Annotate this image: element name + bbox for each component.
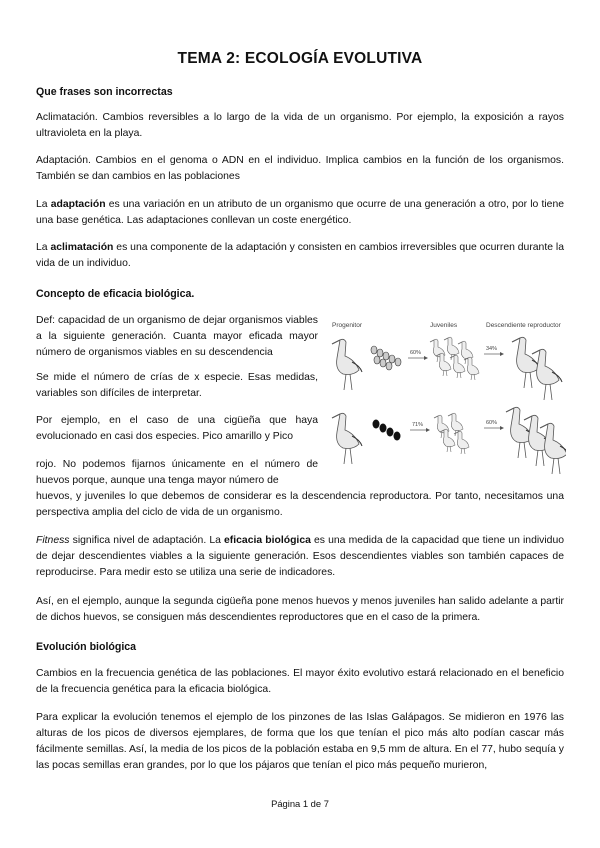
text-run: es una medida de la capacidad que tiene un individuo de dejar descendientes viables a la siguiente generación. Esos descendientes viables son también capaces de reproducirse. Para medir esto se utiliza una serie de indicadores.	[36, 535, 565, 578]
paragraph-aclimatacion-def	[36, 240, 564, 272]
text-run: es una componente de la adaptación y consisten en cambios irreversibles que ocurren durante la vida de un individuo.	[36, 242, 564, 269]
label-progenitor: Progenitor	[332, 322, 362, 329]
arrow-row2-a	[410, 428, 430, 432]
egg-cluster-row1	[371, 346, 401, 370]
chick-group-row1	[430, 337, 479, 380]
paragraph-pico-rojo: rojo. No podemos fijarnos únicamente en el número de huevos porque, aunque una tenga mayor número de	[36, 459, 318, 486]
paragraph-aclimatacion: Aclimatación. Cambios reversibles a lo largo de la vida de un organismo. Por ejemplo, la exposición a rayos ultravioleta en la playa.	[36, 112, 564, 139]
italic-term-fitness: Fitness	[36, 535, 70, 546]
arrow-row2-b	[484, 426, 504, 430]
chick-group-row2	[434, 413, 469, 454]
paragraph-segunda-ciguena: Así, en el ejemplo, aunque la segunda cigüeña pone menos huevos y menos juveniles han salido adelante a partir de dichos huevos, se consiguen más descendientes reproductores que en el caso de la primera.	[36, 596, 564, 623]
paragraph-fitness	[36, 533, 564, 581]
bold-term-aclimatacion: aclimatación	[50, 242, 114, 253]
pct-row1-juveniles: 60%	[410, 350, 422, 356]
section-heading-frases: Que frases son incorrectas	[36, 86, 173, 98]
paragraph-definicion: Def: capacidad de un organismo de dejar organismos viables a la siguiente generación. Cuanta mayor eficada mayor número de organismos viables en su descendencia	[36, 315, 318, 358]
page-footer: Página 1 de 7	[271, 798, 329, 809]
arrow-row1-b	[484, 352, 504, 356]
stork-offspring-row1-b	[532, 349, 562, 400]
bold-term-adaptacion: adaptación	[50, 199, 106, 210]
text-run: significa nivel de adaptación. La	[69, 535, 225, 546]
section-heading-evolucion: Evolución biológica	[36, 641, 137, 653]
stork-parent-yellow-bill	[332, 339, 362, 390]
egg-cluster-row2	[373, 420, 401, 441]
pct-row1-reproductor: 34%	[486, 346, 498, 352]
paragraph-pico-rojo-cont: huevos, y juveniles lo que debemos de considerar es la descendencia reproductora. Por tanto, necesitamos una perspectiva amplia del ciclo de vida de un organismo.	[36, 491, 564, 518]
stork-lifecycle-figure	[326, 316, 566, 476]
arrow-row1-a	[408, 356, 428, 360]
section-heading-eficacia: Concepto de eficacia biológica.	[36, 288, 195, 300]
paragraph-medida: Se mide el número de crías de x especie. Esas medidas, variables son difíciles de interpretar.	[36, 372, 318, 399]
paragraph-frecuencia-genetica: Cambios en la frecuencia genética de las poblaciones. El mayor éxito evolutivo estará relacionado en el beneficio de la frecuencia genética para la eficacia biológica.	[36, 668, 564, 695]
page-title: TEMA 2: ECOLOGÍA EVOLUTIVA	[177, 50, 423, 67]
pct-row2-reproductor: 60%	[486, 420, 498, 426]
paragraph-adaptacion: Adaptación. Cambios en el genoma o ADN en el individuo. Implica cambios en la función de los organismos. También se dan cambios en las poblaciones	[36, 155, 564, 182]
bold-term-eficacia: eficacia biológica	[224, 535, 311, 546]
label-descendiente: Descendiente reproductor	[486, 322, 561, 329]
label-juveniles: Juveniles	[430, 322, 458, 329]
text-run: es una variación en un atributo de un organismo que ocurre de una generación a otro, por lo tiene una base genética. Las adaptaciones conllevan un coste energético.	[36, 199, 564, 226]
paragraph-adaptacion-def	[36, 197, 564, 229]
stork-lifecycle-diagram	[326, 316, 566, 476]
text-run: La	[36, 199, 51, 210]
paragraph-ejemplo-ciguena: Por ejemplo, en el caso de una cigüeña que haya evolucionado en casi dos especies. Pico amarillo y Pico	[36, 415, 318, 442]
stork-parent-red-bill	[332, 413, 362, 464]
paragraph-pinzones: Para explicar la evolución tenemos el ejemplo de los pinzones de las Islas Galápagos. Se midieron en 1976 las alturas de los picos de diversos ejemplares, de forma que los que tenían el pico más alto podían cascar más fácilmente semillas. Así, la media de los picos de la población estaba en 9,5 mm de altura. En el 77, hubo sequía y las pocas semillas eran grandes, por lo que los pájaros que tenían el pico más pequeño murieron,	[36, 712, 564, 771]
text-run: La	[36, 242, 51, 253]
pct-row2-juveniles: 71%	[412, 422, 424, 428]
